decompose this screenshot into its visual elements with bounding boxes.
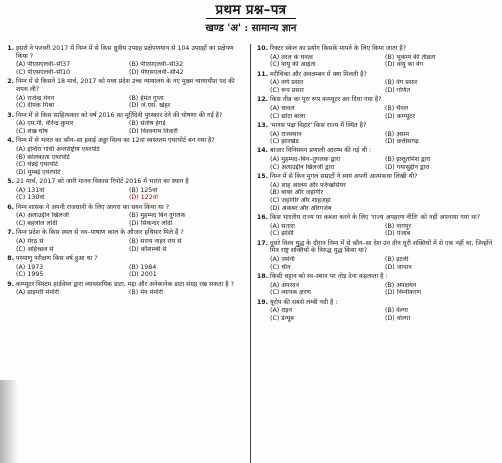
option-list — [16, 95, 242, 110]
option-list — [270, 307, 500, 322]
option: (A) तरल के घनत्व — [270, 53, 313, 61]
column-divider — [250, 44, 251, 463]
option: (B) वेग प्रसार — [385, 79, 418, 87]
option-list — [16, 146, 242, 177]
option: (A) 131वां — [16, 186, 45, 194]
option: (C) छोटा बाला — [270, 112, 306, 120]
question — [2, 255, 242, 263]
option: (D) जापान — [385, 263, 412, 271]
option: (C) व्यापक क्षरण — [270, 289, 311, 297]
option: (A) मेरठ से — [16, 238, 44, 246]
option: (C) डेन्यूब — [270, 314, 294, 322]
option: (B) संतोष हेगड़े — [129, 120, 166, 128]
option-list — [16, 61, 242, 76]
option: (B) 1984 — [129, 263, 157, 271]
option: (B) इटली — [385, 255, 409, 263]
option: (A) 1973 — [16, 263, 44, 271]
question — [256, 147, 500, 155]
option: (B) अपक्षयन — [385, 281, 417, 289]
question-text: निम्न में से किसने 18 मार्च, 2017 को मध्य प्रदेश उच्च न्यायालय के नए मुख्य न्यायाधीश पद की शपथ ली? — [16, 78, 235, 93]
question-number: 1. — [7, 45, 14, 52]
option: (C) वायु की आर्द्रता — [270, 61, 316, 69]
option: (B) सराय नाहर राय से — [129, 238, 182, 246]
option: (A) प्राइमरी मेमोरी — [16, 289, 59, 297]
option-list — [16, 212, 242, 227]
option: (D) वोल्गा — [385, 314, 411, 322]
question-number: 6. — [7, 203, 14, 211]
option: (B) चैनल — [385, 104, 408, 112]
question — [256, 173, 500, 181]
option: (D) गयासुद्दीन द्वारा — [385, 163, 430, 171]
question — [256, 299, 500, 307]
option: (A) चावल — [270, 104, 295, 112]
option: (D) वायु का वेग — [385, 61, 424, 69]
option-list — [270, 182, 500, 213]
question — [2, 137, 242, 145]
option: (D) निम्नीकरण — [385, 289, 422, 297]
option: (C) 1995 — [16, 271, 44, 279]
option: (D) पंजाब — [385, 230, 411, 238]
question-number: 17. — [256, 239, 268, 247]
option: (C) दीपक मिश्रा — [16, 102, 55, 110]
question-text: 'मानस पढ़ा विहार' किस राज्य में स्थित है? — [270, 121, 367, 129]
question-number: 9. — [7, 280, 14, 288]
question-text: निम्न में से किस साहित्यकार को वर्ष 2016 का मूर्तिदेवी पुरस्कार देने की घोषणा की गई है? — [16, 111, 223, 119]
paper-title: प्रथम प्रश्न–पत्र — [206, 2, 297, 19]
question-number: 19. — [256, 298, 268, 306]
question-text: मरीचिका और अवलम्बन में क्या मिलती है? — [270, 70, 367, 78]
option-list — [270, 131, 500, 146]
option: (C) 130वां — [16, 194, 45, 202]
option: (D) जे.एस. खेहर — [129, 102, 171, 110]
question-text: किस भारतीय राज्य पर कब्जा करने के लिए 'राज्य अपहरण नीति' को नहीं अपनाया गया था? — [270, 214, 481, 221]
question — [2, 204, 242, 212]
option: (B) भूकम्प की तीव्रता — [385, 53, 436, 61]
option-list — [16, 120, 242, 135]
question-number: 2. — [7, 78, 14, 86]
question — [256, 273, 500, 281]
question-text: परमाणु परीक्षण किस वर्ष हुआ था ? — [16, 254, 98, 262]
option: (B) असम — [385, 130, 410, 138]
option: (B) बाबर और जहांगीर — [270, 189, 324, 197]
option: (D) गणित — [385, 86, 411, 94]
option: (A) सतारा — [270, 222, 295, 230]
question-number: 8. — [7, 254, 14, 262]
question-text: बाजार विनियमन प्रणाली आरम्भ की गई थी : — [270, 147, 372, 155]
option: (D) सिकन्दर लोदी — [129, 220, 173, 228]
question-text: निम्न में से किन मुगल सम्राटों ने स्वयं अपनी आत्मकथा लिखी थी? — [270, 173, 418, 181]
option: (C) झारखंड — [270, 138, 299, 146]
question-number: 10. — [256, 45, 268, 52]
option: (B) मुहम्मद बिन तुगलक — [129, 212, 186, 220]
option: (D) अकबर और औरंगजेब — [270, 204, 332, 212]
question-number: 16. — [256, 214, 268, 221]
question — [256, 71, 500, 79]
option: (B) कोलकाता एयरपोर्ट — [16, 153, 70, 161]
option: (C) अहिच्छत्र से — [16, 245, 54, 253]
question-text: कम्प्यूटर सिस्टम हार्डवेयर द्वारा व्यावसायिक डाटा, मद्दा और अनेकानेक डाटा संग्रह रख सकता है ? — [16, 280, 234, 288]
option-list — [16, 289, 242, 297]
option: (A) वर्ण प्रसार — [270, 79, 304, 87]
option-list — [270, 223, 500, 238]
question — [2, 229, 242, 237]
question-text: निम्न में से भारत का कौन–सा हवाई अड्डा विश्व का 12वां व्यस्ततम एयरपोर्ट बन गया है? — [16, 137, 215, 145]
question — [256, 45, 500, 53]
option: (B) नागपुर — [385, 222, 412, 230]
question-number: 3. — [7, 111, 14, 119]
question-number: 5. — [7, 178, 14, 186]
question — [2, 112, 242, 120]
option: (A) राजस्थान — [270, 130, 302, 138]
question — [256, 96, 500, 104]
option: (B) पीएसएलवी–सी32 — [129, 61, 184, 69]
question-number: 15. — [256, 173, 268, 181]
option-list — [270, 105, 500, 120]
option: (A) अलाउद्दीन खिलजी — [16, 212, 69, 220]
option: (C) चीन — [270, 263, 291, 271]
option: (A) मुहम्मद–बिन–तुगलक द्वारा — [270, 156, 341, 164]
question — [256, 240, 500, 255]
option: (B) वेल्गा — [385, 307, 408, 315]
option: (D) 2001 — [129, 271, 157, 279]
option: (C) जहांगीर और शाहजहां — [270, 197, 331, 205]
question-number: 7. — [7, 229, 14, 237]
question — [256, 214, 500, 222]
question-number: 13. — [256, 121, 268, 129]
option-list — [270, 54, 500, 69]
question-text: 21 मार्च, 2017 को जारी मानव विकास रिपोर्ट 2016 में भारत का स्थान है — [16, 178, 189, 186]
question-number: 18. — [256, 272, 268, 280]
question-text: इसरो ने फरवरी 2017 में निम्न में से किस ध्रुवीय उपग्रह प्रक्षेपणयान से 104 उपग्रहों का प्रक्षेपण किया ? — [16, 45, 234, 60]
option: (A) अपरदन — [270, 281, 300, 289]
option: (C) पीएसएलवी–सी10 — [16, 69, 71, 77]
page-header — [0, 2, 502, 36]
option: (A) जर्मनी — [270, 255, 295, 263]
option-list — [16, 238, 242, 253]
option-list — [270, 256, 500, 271]
option: (D) 122वां — [129, 194, 158, 202]
question-text: किसी चट्टान को स्व–स्थान पर तोड़ देना कहलाता है : — [270, 272, 388, 280]
question-text: दूसरे विश्व युद्ध के दौरान निम्न में से कौन–सा देश उन तीन धुरी शक्तियों में से एक नहीं था, जिन्होंने मित्र राष्ट्र शक्तियों के विरुद्ध युद्ध किया था? — [270, 239, 493, 255]
option: (A) शाह आलम और फर्रुखसियर — [270, 181, 346, 189]
question-text: निम्न शासक ने अपनी राजधानी के लिए आगरा का चयन किया था ? — [16, 203, 170, 211]
option: (D) मुम्बई एयरपोर्ट — [16, 168, 61, 176]
right-column — [256, 45, 500, 324]
question — [2, 178, 242, 186]
question — [2, 281, 242, 289]
option-list — [16, 187, 242, 202]
option: (B) हेमंत गुप्ता — [129, 94, 164, 102]
option: (C) चेन्नई एयरपोर्ट — [16, 161, 59, 169]
option: (D) विश्वनाथ तिवारी — [129, 127, 178, 135]
option: (B) मेन मेमोरी — [129, 289, 163, 297]
option-list — [270, 79, 500, 94]
option: (A) एम.पी. वीरेन्द्र कुमार — [16, 120, 74, 128]
option: (D) पीएसएलवी–सी42 — [129, 69, 184, 77]
option-list — [270, 156, 500, 171]
option: (B) 125वां — [129, 186, 158, 194]
option: (A) राजेन्द्र मेनन — [16, 94, 55, 102]
question-text: किस तीव्र का पूरा रूप कम्प्यूटर कर दिया गया है? — [270, 96, 382, 104]
question-number: 12. — [256, 96, 268, 104]
option: (D) कम्प्यूटर — [385, 112, 415, 120]
option: (C) अलाउद्दीन खिलजी द्वारा — [270, 163, 335, 171]
question — [2, 45, 242, 60]
question-text: रिक्टर स्केल का प्रयोग किसके मापने के लिए किया जाता है? — [270, 45, 407, 52]
option: (C) शंख घोष — [16, 127, 48, 135]
option: (C) बहलोल लोदी — [16, 220, 58, 228]
question — [256, 122, 500, 130]
section-title: खण्ड 'अ' : सामान्य ज्ञान — [205, 23, 297, 35]
option-list — [270, 282, 500, 297]
question-number: 11. — [256, 70, 268, 78]
option: (C) रूप प्रसार — [270, 86, 304, 94]
question — [2, 78, 242, 93]
option: (A) इन्दिरा गांधी अन्तर्राष्ट्रीय एयरपोर्ट — [16, 145, 100, 153]
left-column — [2, 45, 242, 299]
question-number: 4. — [7, 137, 14, 145]
option: (D) छत्तीसगढ़ — [385, 138, 419, 146]
option: (D) कौशाम्बी से — [129, 245, 167, 253]
option: (A) पीएसएलवी–सी37 — [16, 61, 71, 69]
question-text: यूरोप की सबसे लम्बी नदी है : — [270, 298, 338, 306]
option: (B) इल्तुतमिश द्वारा — [385, 156, 431, 164]
question-number: 14. — [256, 147, 268, 155]
option: (A) राइन — [270, 307, 293, 315]
option-list — [16, 264, 242, 279]
scan-shadow — [0, 380, 18, 463]
question-text: निम्न प्रदेश के किस स्थल से नव–पाषाण काल के औजार हथियार मिले हैं ? — [16, 229, 184, 237]
option: (C) झांसी — [270, 230, 294, 238]
